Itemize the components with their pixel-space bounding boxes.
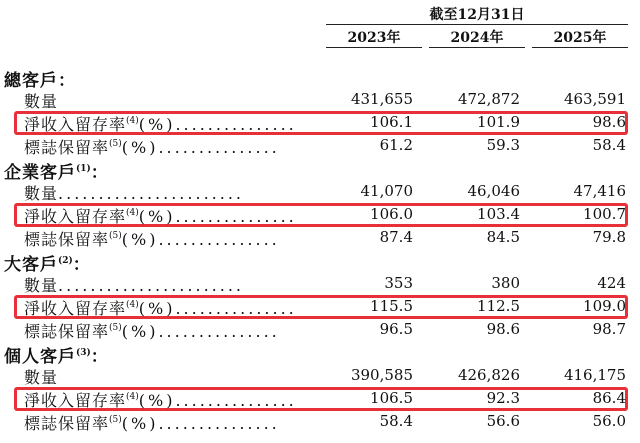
row-label-text: 淨收入留存率: [24, 115, 127, 134]
section-title-text: 企業客戶: [4, 163, 76, 183]
period-header: 截至12月31日: [429, 7, 525, 23]
row-label: [24, 227, 314, 250]
row-leader: (%)...............: [138, 299, 297, 318]
cell-value: 101.9: [477, 113, 520, 131]
footnote-marker: (5): [109, 139, 122, 149]
row-leader: .......................: [58, 184, 244, 203]
footnote-marker: (4): [126, 208, 139, 218]
cell-value: 463,591: [563, 90, 626, 108]
row-label-text: 數量: [24, 184, 59, 203]
row-label-text: 淨收入留存率: [24, 391, 127, 410]
cell-value: 47,416: [573, 182, 626, 200]
footnote-marker: (2): [58, 256, 73, 266]
footnote-marker: (5): [109, 231, 122, 241]
row-label: [24, 204, 314, 227]
row-leader: .......................: [58, 276, 244, 295]
section-title-text: 個人客戶: [4, 347, 76, 367]
row-leader: (%)...............: [138, 391, 297, 410]
footnote-marker: (4): [126, 392, 139, 402]
footnote-marker: (5): [109, 323, 122, 333]
footnote-marker: (5): [109, 415, 122, 425]
cell-value: 112.5: [477, 297, 520, 315]
footnote-marker: (1): [76, 164, 91, 174]
cell-value: 103.4: [477, 205, 520, 223]
cell-value: 86.4: [592, 389, 626, 407]
row-leader: (%)...............: [121, 230, 280, 249]
row-label: [24, 411, 314, 434]
row-label: [24, 112, 314, 135]
year-header-2023: 2023年: [347, 30, 401, 46]
row-label: [24, 89, 314, 112]
cell-value: 106.1: [370, 113, 413, 131]
row-label: [24, 365, 314, 388]
row-leader: (%)...............: [121, 322, 280, 341]
cell-value: 472,872: [457, 90, 520, 108]
cell-value: 79.8: [592, 228, 626, 246]
year-header-2024: 2024年: [450, 30, 504, 46]
cell-value: 431,655: [350, 90, 413, 108]
row-label: [24, 388, 314, 411]
cell-value: 58.4: [379, 412, 413, 430]
cell-value: 380: [491, 274, 520, 292]
cell-value: 424: [597, 274, 626, 292]
cell-value: 416,175: [563, 366, 626, 384]
row-label-text: 標誌保留率: [24, 322, 110, 341]
row-leader: (%)...............: [121, 138, 280, 157]
period-rule: [326, 24, 628, 25]
cell-value: 59.3: [486, 136, 520, 154]
row-label: [24, 296, 314, 319]
year-rule: [326, 47, 422, 48]
section-title: [4, 66, 76, 91]
cell-value: 426,826: [457, 366, 520, 384]
cell-value: 61.2: [379, 136, 413, 154]
row-label-text: 標誌保留率: [24, 230, 110, 249]
row-label-text: 數量: [24, 368, 59, 387]
cell-value: 98.7: [592, 320, 626, 338]
cell-value: 56.0: [592, 412, 626, 430]
cell-value: 353: [384, 274, 413, 292]
row-leader: (%)...............: [121, 414, 280, 433]
footnote-marker: (4): [126, 116, 139, 126]
cell-value: 109.0: [583, 297, 626, 315]
section-title-suffix: ：: [90, 347, 109, 367]
cell-value: 58.4: [592, 136, 626, 154]
cell-value: 106.0: [370, 205, 413, 223]
section-title-suffix: ：: [90, 163, 109, 183]
section-title-text: 大客戶: [4, 255, 58, 275]
row-label-text: 淨收入留存率: [24, 299, 127, 318]
cell-value: 98.6: [486, 320, 520, 338]
section-title-suffix: ：: [72, 255, 91, 275]
cell-value: 96.5: [379, 320, 413, 338]
row-label: [24, 273, 314, 296]
row-label: [24, 135, 314, 158]
row-leader: (%)...............: [138, 207, 297, 226]
section-title: [4, 342, 109, 367]
section-title-text: 總客戶：: [4, 71, 76, 91]
footnote-marker: (4): [126, 300, 139, 310]
row-label-text: 標誌保留率: [24, 414, 110, 433]
cell-value: 46,046: [467, 182, 520, 200]
year-rule: [429, 47, 525, 48]
section-title: [4, 158, 109, 183]
footnote-marker: (3): [76, 348, 91, 358]
cell-value: 41,070: [360, 182, 413, 200]
row-label-text: 淨收入留存率: [24, 207, 127, 226]
row-label-text: 數量: [24, 276, 59, 295]
cell-value: 92.3: [486, 389, 520, 407]
cell-value: 87.4: [379, 228, 413, 246]
year-rule: [532, 47, 628, 48]
section-title: [4, 250, 91, 275]
cell-value: 100.7: [583, 205, 626, 223]
cell-value: 98.6: [592, 113, 626, 131]
row-leader: (%)...............: [138, 115, 297, 134]
row-label-text: 數量: [24, 92, 59, 111]
cell-value: 390,585: [350, 366, 413, 384]
row-label-text: 標誌保留率: [24, 138, 110, 157]
row-label: [24, 319, 314, 342]
year-header-2025: 2025年: [553, 30, 607, 46]
cell-value: 106.5: [370, 389, 413, 407]
cell-value: 115.5: [370, 297, 413, 315]
cell-value: 84.5: [486, 228, 520, 246]
cell-value: 56.6: [486, 412, 520, 430]
row-label: [24, 181, 314, 204]
